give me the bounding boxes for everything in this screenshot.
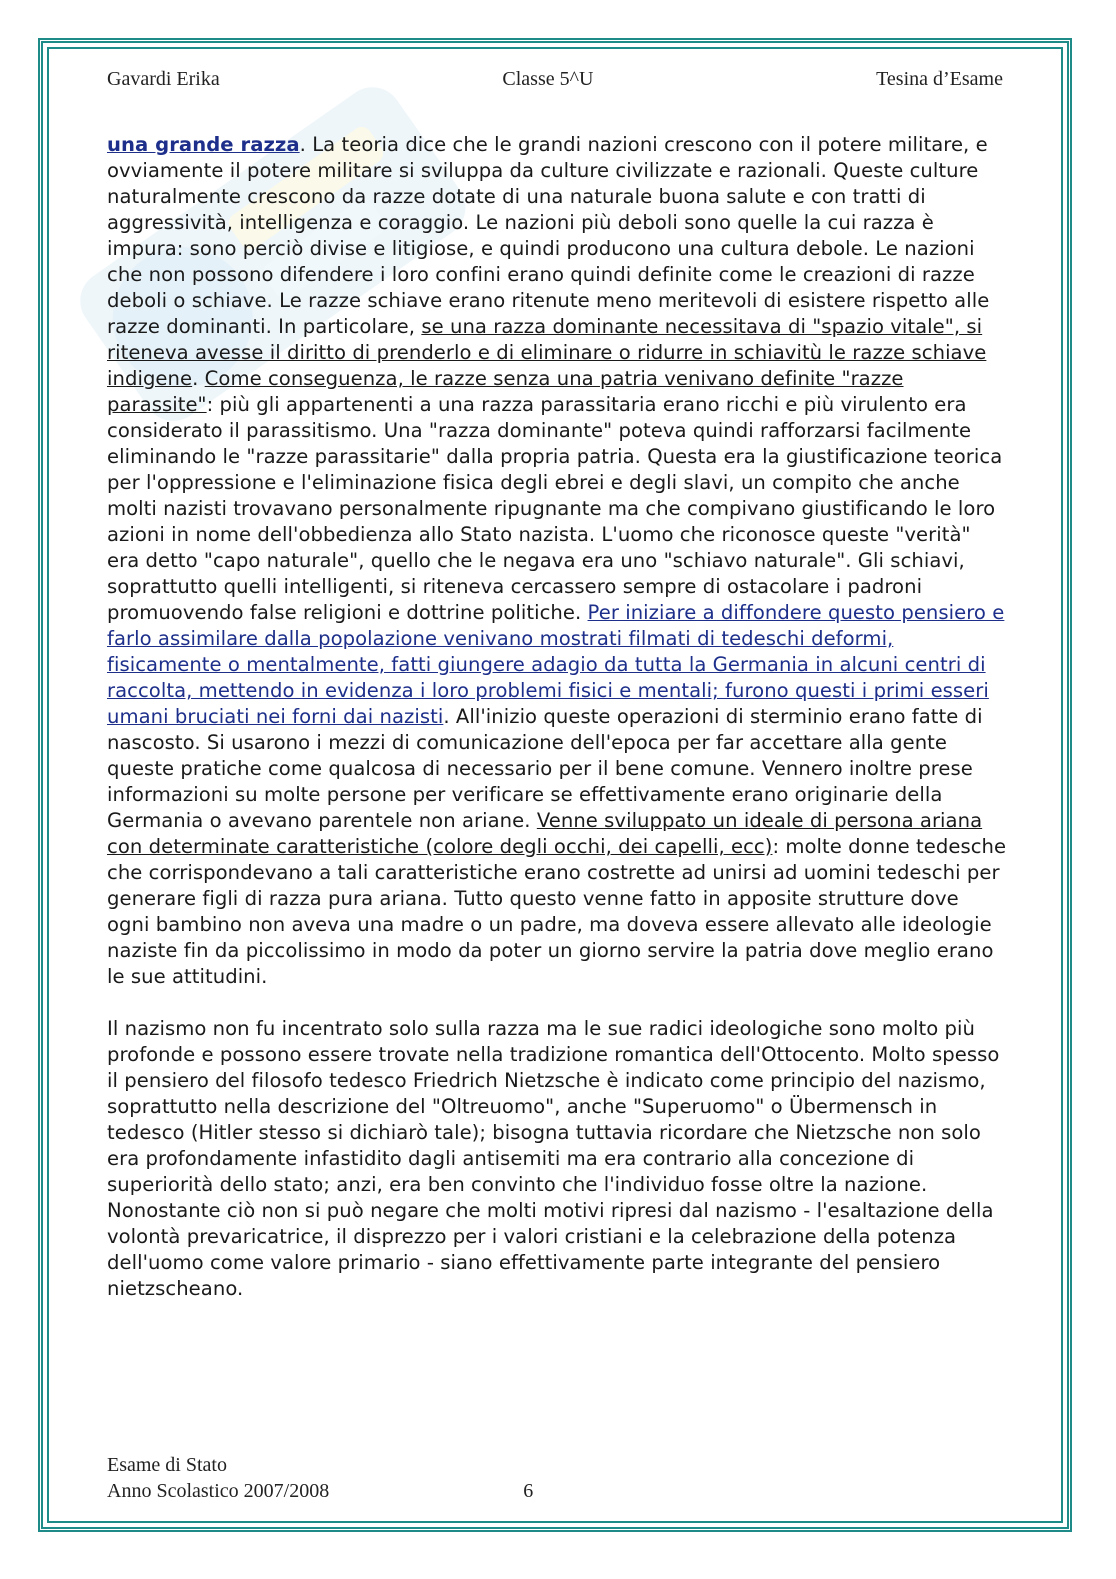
header-doc-title: Tesina d’Esame <box>876 68 1003 90</box>
page-footer <box>107 1452 607 1504</box>
footer-school-year: Anno Scolastico 2007/2008 <box>107 1480 330 1502</box>
link-una-grande-razza[interactable]: una grande razza <box>107 133 300 156</box>
document-body <box>107 132 1007 1302</box>
header-author: Gavardi Erika <box>107 68 220 90</box>
footer-exam: Esame di Stato <box>107 1454 227 1476</box>
header-class: Classe 5^U <box>502 68 594 90</box>
paragraph-1 <box>107 132 1007 990</box>
underlined-phrase-ideale-ariano: Venne sviluppato un ideale di persona ariana con determinate caratteristiche (colore degli occhi, dei capelli, ecc) <box>107 809 983 858</box>
text-segment: : più gli appartenenti a una razza parassitaria erano ricchi e più virulento era considerato il parassitismo. Una "razza dominante" poteva quindi rafforzarsi facilmente eliminando le "razze parassitarie" dalla propria patria. Questa era la giustificazione teorica per l'oppressione e l'eliminazione fisica degli ebrei e degli slavi, un compito che anche molti nazisti trovavano personalmente ripugnante ma che compivano giustificando le loro azioni in nome dell'obbedienza allo Stato nazista. L'uomo che riconosce queste "verità" era detto "capo naturale", quello che le negava era uno "schiavo naturale". Gli schiavi, soprattutto quelli intelligenti, si riteneva cercassero sempre di ostacolare i padroni promuovendo false religioni e dottrine politiche. <box>107 393 1003 624</box>
page-header <box>107 68 1003 91</box>
page-number: 6 <box>523 1480 534 1502</box>
text-segment: : molte donne tedesche che corrispondevano a tali caratteristiche erano costrette ad unirsi ad uomini tedeschi per generare figli di razza pura ariana. Tutto questo venne fatto in apposite strutture dove ogni bambino non aveva una madre o un padre, ma doveva essere allevato alle ideologie naziste fin da piccolissimo in modo da poter un giorno servire la patria dove meglio erano le sue attitudini. <box>107 835 1007 988</box>
underlined-phrase-spazio-vitale: se una razza dominante necessitava di "spazio vitale", si riteneva avesse il diritto di prenderlo e di eliminare o ridurre in schiavitù le razze schiave indigene <box>107 315 987 390</box>
underlined-phrase-razze-parassite: Come conseguenza, le razze senza una patria venivano definite "razze parassite" <box>107 367 904 416</box>
paragraph-2: Il nazismo non fu incentrato solo sulla razza ma le sue radici ideologiche sono molto più profonde e possono essere trovate nella tradizione romantica dell'Ottocento. Molto spesso il pensiero del filosofo tedesco Friedrich Nietzsche è indicato come principio del nazismo, soprattutto nella descrizione del "Oltreuomo", anche "Superuomo" o Übermensch in tedesco (Hitler stesso si dichiarò tale); bisogna tuttavia ricordare che Nietzsche non solo era profondamente infastidito dagli antisemiti ma era contrario alla concezione di superiorità dello stato; anzi, era ben convinto che l'individuo fosse oltre la nazione. Nonostante ciò non si può negare che molti motivi ripresi dal nazismo - l'esaltazione della volontà prevaricatrice, il disprezzo per i valori cristiani e la celebrazione della potenza dell'uomo come valore primario - siano effettivamente parte integrante del pensiero nietzscheano. <box>107 1017 1000 1300</box>
link-filmati-tedeschi[interactable]: Per iniziare a diffondere questo pensiero e farlo assimilare dalla popolazione venivano mostrati filmati di tedeschi deformi, fisicamente o mentalmente, fatti giungere adagio da tutta la Germania in alcuni centri di raccolta, mettendo in evidenza i loro problemi fisici e mentali; furono questi i primi esseri umani bruciati nei forni dai nazisti <box>107 601 1005 728</box>
text-segment: . <box>192 367 205 390</box>
text-segment: . All'inizio queste operazioni di sterminio erano fatte di nascosto. Si usarono i mezzi di comunicazione dell'epoca per far accettare alla gente queste pratiche come qualcosa di necessario per il bene comune. Vennero inoltre prese informazioni su molte persone per verificare se effettivamente erano originarie della Germania o avevano parentele non ariane. <box>107 705 983 832</box>
text-segment: . La teoria dice che le grandi nazioni crescono con il potere militare, e ovviamente il potere militare si sviluppa da culture civilizzate e razionali. Queste culture naturalmente crescono da razze dotate di una naturale buona salute e con tratti di aggressività, intelligenza e coraggio. Le nazioni più deboli sono quelle la cui razza è impura: sono perciò divise e litigiose, e quindi producono una cultura debole. Le nazioni che non possono difendere i loro confini erano quindi definite come le creazioni di razze deboli o schiave. Le razze schiave erano ritenute meno meritevoli di esistere rispetto alle razze dominanti. In particolare, <box>107 133 990 338</box>
